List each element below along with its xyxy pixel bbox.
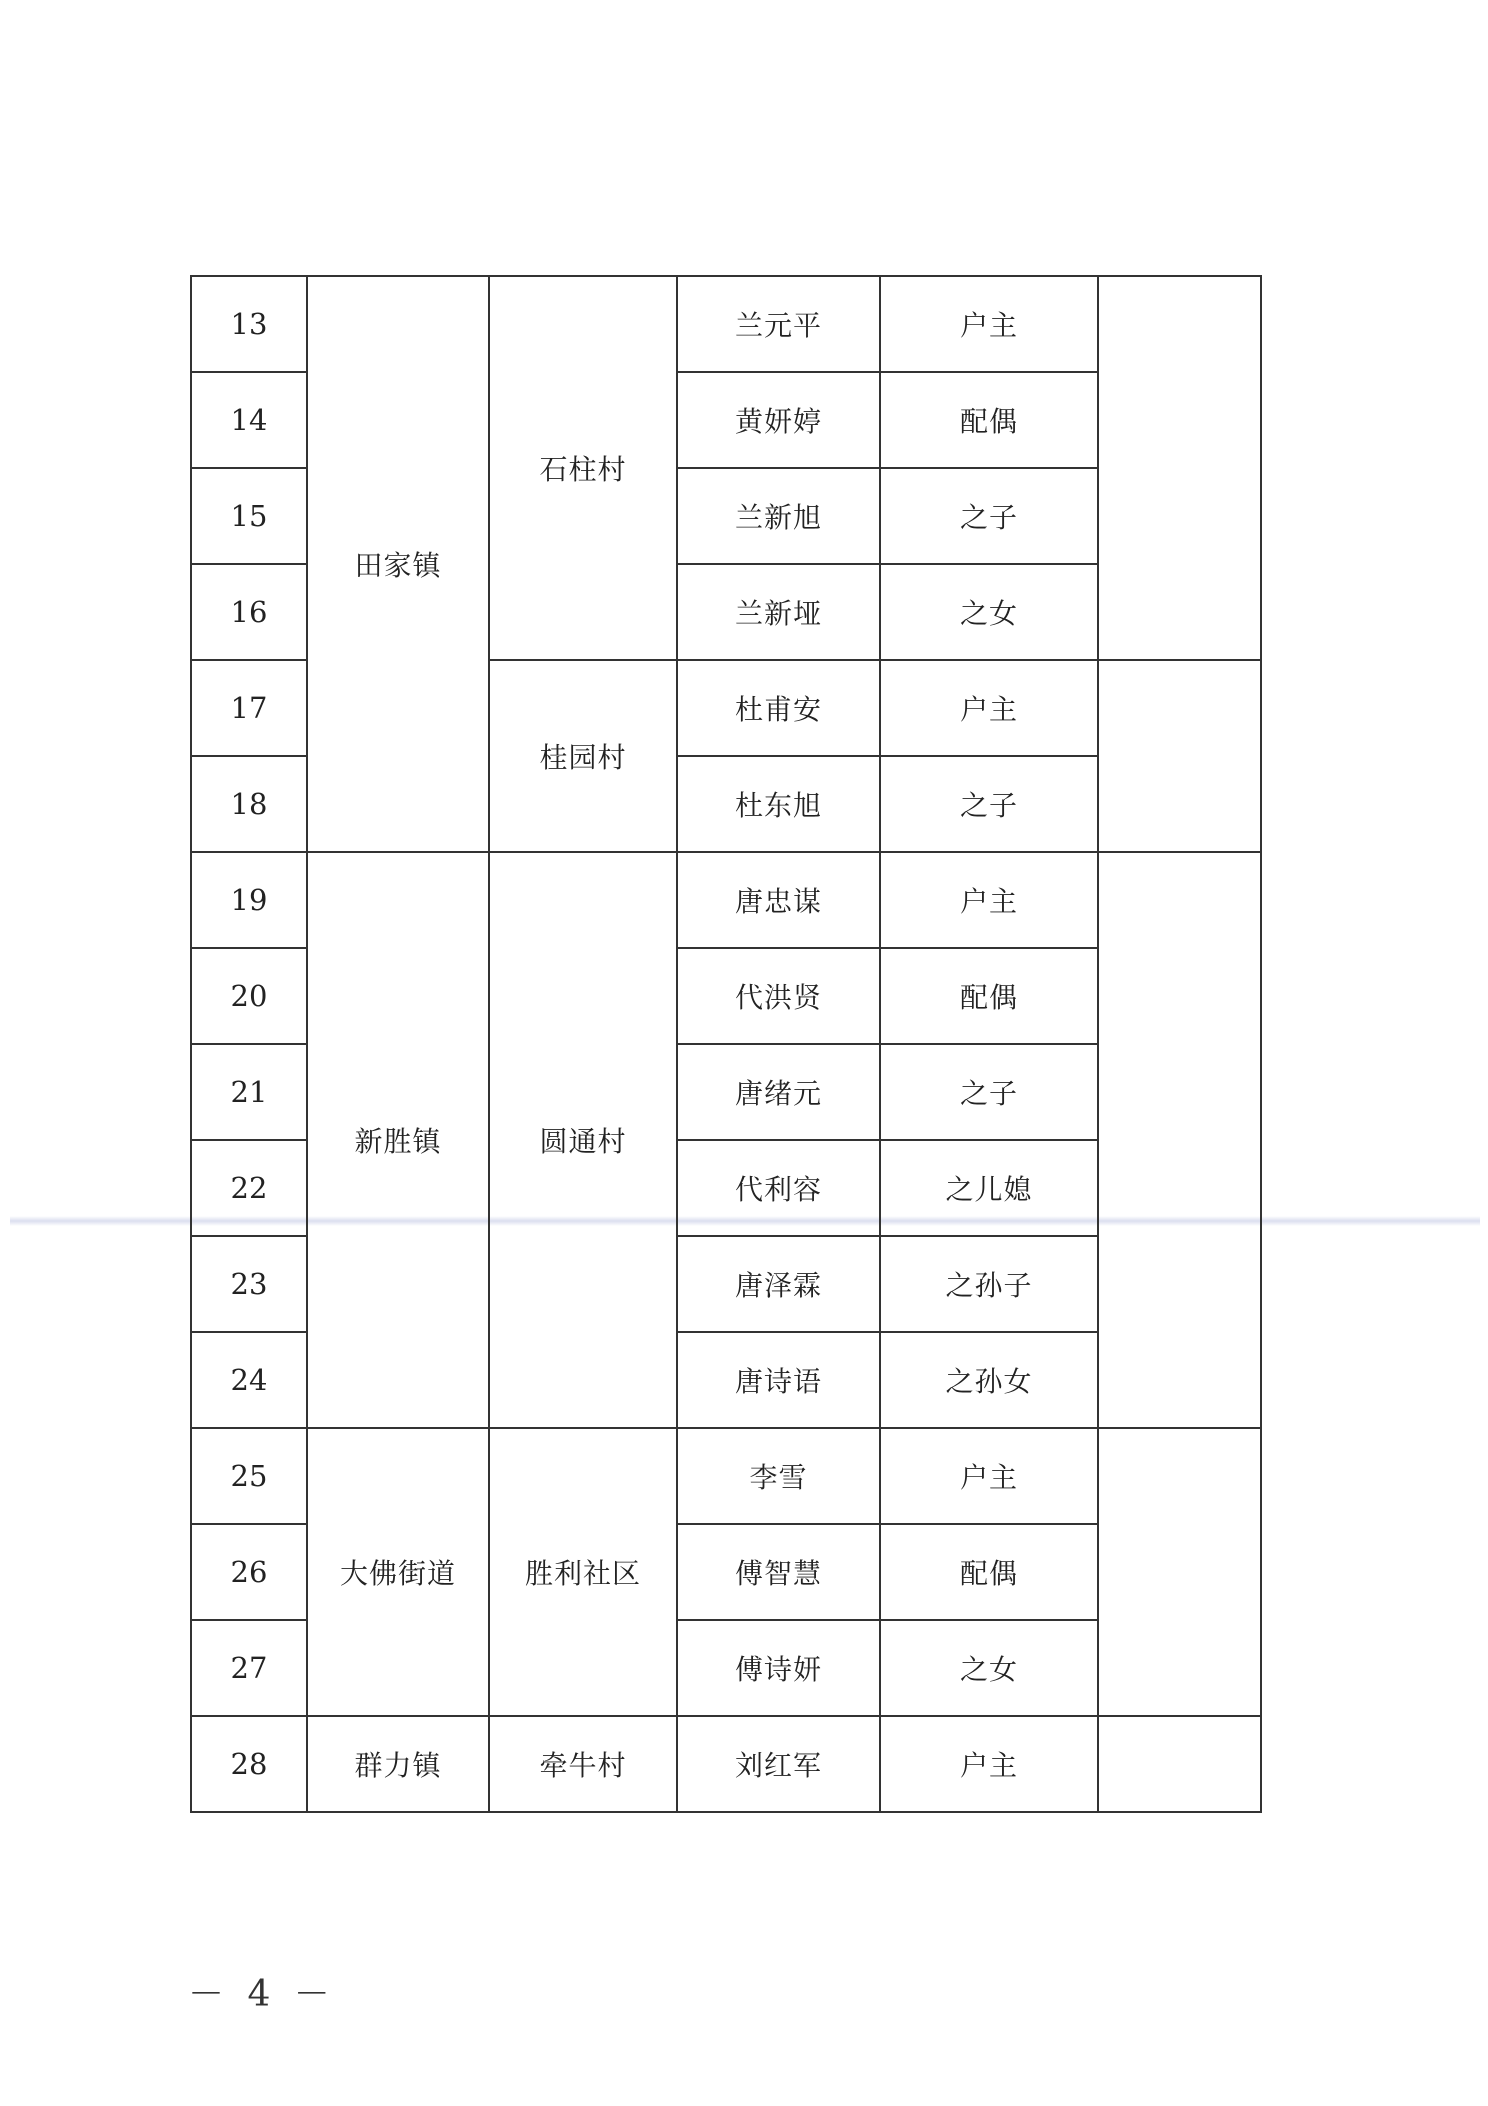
person-name-cell: 黄妍婷 bbox=[677, 372, 880, 468]
person-name-cell: 唐诗语 bbox=[677, 1332, 880, 1428]
row-number-cell: 15 bbox=[191, 468, 307, 564]
person-name-cell: 杜东旭 bbox=[677, 756, 880, 852]
person-name-cell: 刘红军 bbox=[677, 1716, 880, 1812]
village-cell: 石柱村 bbox=[489, 276, 677, 660]
person-name-cell: 傅诗妍 bbox=[677, 1620, 880, 1716]
remark-cell bbox=[1098, 1428, 1261, 1716]
relation-cell: 户主 bbox=[880, 276, 1098, 372]
table-row bbox=[191, 1428, 1261, 1524]
row-number-cell: 24 bbox=[191, 1332, 307, 1428]
relation-cell: 之孙女 bbox=[880, 1332, 1098, 1428]
relation-cell: 之子 bbox=[880, 1044, 1098, 1140]
person-name-cell: 兰新旭 bbox=[677, 468, 880, 564]
relation-cell: 配偶 bbox=[880, 948, 1098, 1044]
town-cell: 田家镇 bbox=[307, 276, 489, 852]
row-number-cell: 14 bbox=[191, 372, 307, 468]
relation-cell: 户主 bbox=[880, 660, 1098, 756]
relation-cell: 之子 bbox=[880, 468, 1098, 564]
row-number-cell: 22 bbox=[191, 1140, 307, 1236]
household-table-wrapper bbox=[190, 275, 1260, 1813]
remark-cell bbox=[1098, 276, 1261, 660]
page-number: － 4 － bbox=[188, 1974, 336, 2015]
table-row bbox=[191, 276, 1261, 372]
relation-cell: 户主 bbox=[880, 1428, 1098, 1524]
table-row bbox=[191, 1716, 1261, 1812]
row-number-cell: 18 bbox=[191, 756, 307, 852]
person-name-cell: 李雪 bbox=[677, 1428, 880, 1524]
remark-cell bbox=[1098, 660, 1261, 852]
remark-cell bbox=[1098, 852, 1261, 1428]
row-number-cell: 23 bbox=[191, 1236, 307, 1332]
row-number-cell: 21 bbox=[191, 1044, 307, 1140]
row-number-cell: 27 bbox=[191, 1620, 307, 1716]
row-number-cell: 20 bbox=[191, 948, 307, 1044]
village-cell: 桂园村 bbox=[489, 660, 677, 852]
village-cell: 牵牛村 bbox=[489, 1716, 677, 1812]
person-name-cell: 杜甫安 bbox=[677, 660, 880, 756]
relation-cell: 配偶 bbox=[880, 1524, 1098, 1620]
person-name-cell: 兰元平 bbox=[677, 276, 880, 372]
table-row bbox=[191, 852, 1261, 948]
relation-cell: 之孙子 bbox=[880, 1236, 1098, 1332]
village-cell: 胜利社区 bbox=[489, 1428, 677, 1716]
remark-cell bbox=[1098, 1716, 1261, 1812]
relation-cell: 户主 bbox=[880, 1716, 1098, 1812]
relation-cell: 之儿媳 bbox=[880, 1140, 1098, 1236]
town-cell: 群力镇 bbox=[307, 1716, 489, 1812]
row-number-cell: 26 bbox=[191, 1524, 307, 1620]
row-number-cell: 28 bbox=[191, 1716, 307, 1812]
village-cell: 圆通村 bbox=[489, 852, 677, 1428]
relation-cell: 配偶 bbox=[880, 372, 1098, 468]
person-name-cell: 代利容 bbox=[677, 1140, 880, 1236]
person-name-cell: 唐忠谋 bbox=[677, 852, 880, 948]
household-table bbox=[190, 275, 1262, 1813]
person-name-cell: 兰新垭 bbox=[677, 564, 880, 660]
row-number-cell: 25 bbox=[191, 1428, 307, 1524]
row-number-cell: 16 bbox=[191, 564, 307, 660]
relation-cell: 之子 bbox=[880, 756, 1098, 852]
relation-cell: 户主 bbox=[880, 852, 1098, 948]
relation-cell: 之女 bbox=[880, 564, 1098, 660]
table-body bbox=[191, 276, 1261, 1812]
town-cell: 大佛街道 bbox=[307, 1428, 489, 1716]
person-name-cell: 唐绪元 bbox=[677, 1044, 880, 1140]
person-name-cell: 唐泽霖 bbox=[677, 1236, 880, 1332]
relation-cell: 之女 bbox=[880, 1620, 1098, 1716]
row-number-cell: 13 bbox=[191, 276, 307, 372]
row-number-cell: 17 bbox=[191, 660, 307, 756]
town-cell: 新胜镇 bbox=[307, 852, 489, 1428]
person-name-cell: 代洪贤 bbox=[677, 948, 880, 1044]
person-name-cell: 傅智慧 bbox=[677, 1524, 880, 1620]
row-number-cell: 19 bbox=[191, 852, 307, 948]
